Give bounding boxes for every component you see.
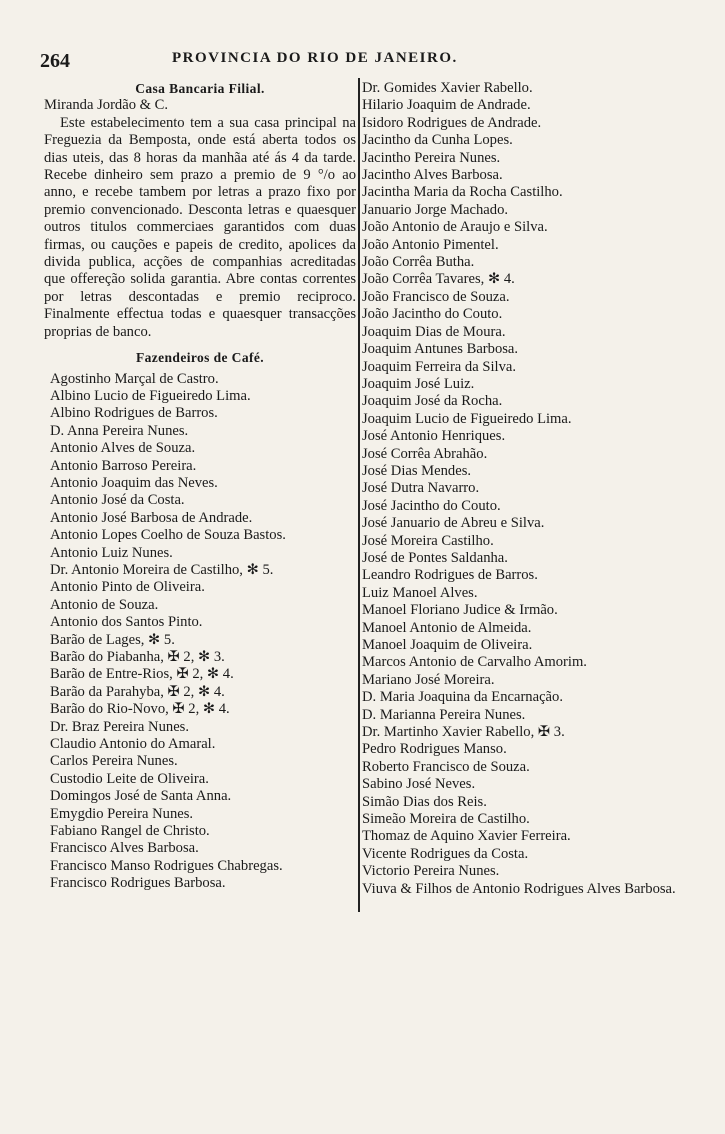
planter-entry: Joaquim Dias de Moura.	[362, 323, 506, 340]
planter-entry: João Francisco de Souza.	[362, 288, 510, 305]
planter-entry: Antonio Alves de Souza.	[50, 440, 196, 457]
planter-entry: Fabiano Rangel de Christo.	[50, 823, 210, 840]
planter-entry: Thomaz de Aquino Xavier Ferreira.	[362, 828, 571, 845]
planter-entry: Jacintha Maria da Rocha Castilho.	[362, 184, 563, 201]
planter-entry: D. Marianna Pereira Nunes.	[362, 706, 526, 723]
planter-entry: Marcos Antonio de Carvalho Amorim.	[362, 654, 587, 671]
planter-entry: Francisco Alves Barbosa.	[50, 840, 199, 857]
planter-entry: José de Pontes Saldanha.	[362, 549, 508, 566]
planter-entry: João Antonio Pimentel.	[362, 236, 499, 253]
planter-entry: Barão de Lages, ✻ 5.	[50, 631, 175, 648]
planter-entry: Agostinho Marçal de Castro.	[50, 370, 219, 387]
planter-entry: Antonio José Barbosa de Andrade.	[50, 509, 253, 526]
planter-entry: Simeão Moreira de Castilho.	[362, 811, 530, 828]
right-column	[362, 80, 712, 898]
planter-entry: José Antonio Henriques.	[362, 428, 506, 445]
planter-entry: Viuva & Filhos de Antonio Rodrigues Alves Barbosa.	[362, 880, 676, 897]
coffee-heading: Fazendeiros de Café.	[135, 350, 265, 366]
planter-entry: José Jacintho do Couto.	[362, 497, 501, 514]
planter-entry: Antonio Luiz Nunes.	[50, 544, 173, 561]
planter-entry: Manoel Joaquim de Oliveira.	[362, 637, 533, 653]
left-column	[44, 80, 356, 893]
planter-entry: Dr. Braz Pereira Nunes.	[50, 718, 189, 735]
planter-entry: Albino Rodrigues de Barros.	[50, 405, 218, 422]
planter-entry: Dr. Gomides Xavier Rabello.	[362, 80, 533, 96]
planter-entry: Joaquim José da Rocha.	[362, 393, 503, 410]
page-number: 264	[40, 50, 70, 72]
planter-entry: Barão de Entre-Rios, ✠ 2, ✻ 4.	[50, 666, 234, 683]
planter-entry: Antonio Lopes Coelho de Souza Bastos.	[50, 527, 286, 544]
planter-entry: D. Maria Joaquina da Encarnação.	[362, 689, 563, 706]
planter-entry: Joaquim Ferreira da Silva.	[362, 358, 517, 375]
planter-entry: Victorio Pereira Nunes.	[362, 863, 500, 880]
planter-entry: José Januario de Abreu e Silva.	[362, 515, 545, 532]
planter-entry: Antonio de Souza.	[50, 596, 159, 613]
coffee-planters-list-right	[362, 80, 712, 898]
planter-entry: Francisco Manso Rodrigues Chabregas.	[50, 857, 283, 874]
planter-entry: João Corrêa Butha.	[362, 254, 475, 271]
planter-entry: Joaquim Antunes Barbosa.	[362, 341, 519, 358]
planter-entry: José Corrêa Abrahão.	[362, 445, 488, 462]
planter-entry: Antonio dos Santos Pinto.	[50, 614, 203, 631]
planter-entry: Dr. Antonio Moreira de Castilho, ✻ 5.	[50, 561, 274, 578]
coffee-planters-list-left	[44, 371, 356, 893]
planter-entry: Jacintho Alves Barbosa.	[362, 167, 503, 184]
planter-entry: Joaquim José Luiz.	[362, 375, 475, 392]
planter-entry: Joaquim Lucio de Figueiredo Lima.	[362, 410, 572, 427]
planter-entry: Barão da Parahyba, ✠ 2, ✻ 4.	[50, 683, 225, 700]
planter-entry: Antonio Joaquim das Neves.	[50, 474, 218, 491]
planter-entry: Antonio Barroso Pereira.	[50, 457, 197, 474]
planter-entry: Domingos José de Santa Anna.	[50, 788, 232, 805]
planter-entry: Mariano José Moreira.	[362, 671, 495, 688]
planter-entry: Jacintho da Cunha Lopes.	[362, 132, 513, 149]
planter-entry: Custodio Leite de Oliveira.	[50, 770, 209, 787]
planter-entry: Barão do Piabanha, ✠ 2, ✻ 3.	[50, 649, 225, 665]
planter-entry: Barão do Rio-Novo, ✠ 2, ✻ 4.	[50, 701, 230, 718]
planter-entry: Sabino José Neves.	[362, 776, 476, 793]
planter-entry: Manoel Antonio de Almeida.	[362, 619, 532, 636]
planter-entry: D. Anna Pereira Nunes.	[50, 422, 189, 439]
planter-entry: Carlos Pereira Nunes.	[50, 753, 178, 770]
planter-entry: Albino Lucio de Figueiredo Lima.	[50, 387, 251, 404]
planter-entry: Leandro Rodrigues de Barros.	[362, 567, 538, 584]
planter-entry: Jacintho Pereira Nunes.	[362, 149, 501, 166]
planter-entry: João Jacintho do Couto.	[362, 306, 503, 323]
planter-entry: Hilario Joaquim de Andrade.	[362, 97, 531, 114]
planter-entry: Januario Jorge Machado.	[362, 201, 509, 218]
planter-entry: Francisco Rodrigues Barbosa.	[50, 875, 226, 892]
planter-entry: Pedro Rodrigues Manso.	[362, 741, 507, 758]
planter-entry: Simão Dias dos Reis.	[362, 793, 487, 810]
planter-entry: Antonio Pinto de Oliveira.	[50, 579, 205, 596]
bank-firm-name: Miranda Jordão & C.	[44, 97, 169, 114]
bank-description: Este estabelecimento tem a sua casa principal na Freguezia da Bemposta, onde está aberta todos os dias uteis, das 8 horas da manhãa até ás 4 da tarde. Recebe dinheiro sem prazo a premio de 9 °/o ao anno, e recebe tambem por letras a prazo fixo por premio convencionado. Desconta letras e quaesquer outros titulos commerciaes garantidos com duas firmas, ou cauções e papeis de credito, apolices da divida publica, acções de companhias acreditadas que offereção solida garantia. Abre contas correntes por letras descontadas e premio reciproco. Finalmente effectua todas e quaesquer transacções proprias de banco.	[44, 114, 356, 340]
planter-entry: Antonio José da Costa.	[50, 492, 185, 509]
planter-entry: João Corrêa Tavares, ✻ 4.	[362, 271, 515, 288]
planter-entry: Roberto Francisco de Souza.	[362, 758, 530, 775]
planter-entry: José Moreira Castilho.	[362, 532, 494, 549]
running-title: PROVINCIA DO RIO DE JANEIRO.	[172, 50, 458, 66]
planter-entry: João Antonio de Araujo e Silva.	[362, 219, 548, 236]
planter-entry: Vicente Rodrigues da Costa.	[362, 845, 529, 862]
planter-entry: José Dias Mendes.	[362, 462, 472, 479]
bank-heading: Casa Bancaria Filial.	[135, 81, 265, 96]
planter-entry: Dr. Martinho Xavier Rabello, ✠ 3.	[362, 724, 565, 741]
planter-entry: Luiz Manoel Alves.	[362, 584, 478, 601]
planter-entry: Isidoro Rodrigues de Andrade.	[362, 114, 542, 131]
planter-entry: Claudio Antonio do Amaral.	[50, 736, 216, 753]
planter-entry: Emygdio Pereira Nunes.	[50, 805, 194, 822]
planter-entry: Manoel Floriano Judice & Irmão.	[362, 602, 558, 619]
planter-entry: José Dutra Navarro.	[362, 480, 480, 497]
column-divider	[358, 78, 360, 912]
